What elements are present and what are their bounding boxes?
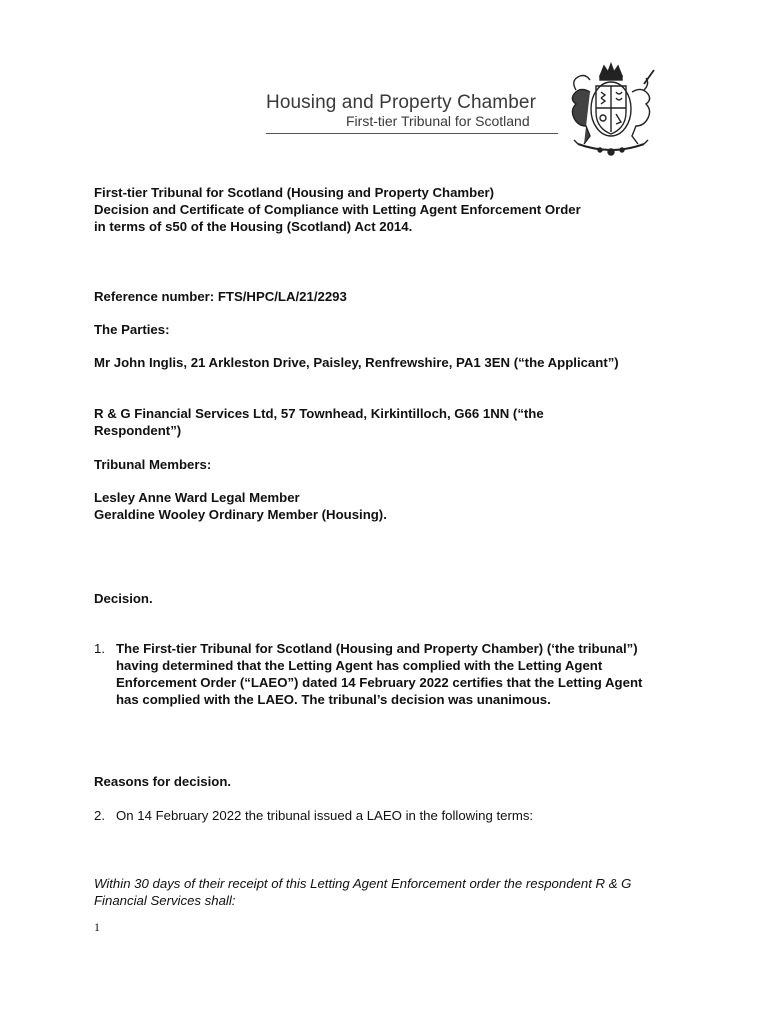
applicant-details: Mr John Inglis, 21 Arkleston Drive, Paisley, Renfrewshire, PA1 3EN (“the Applicant”) bbox=[94, 355, 619, 370]
document-heading bbox=[94, 184, 684, 235]
decision-heading: Decision. bbox=[94, 591, 153, 606]
tribunal-subtitle: First-tier Tribunal for Scotland bbox=[346, 113, 530, 129]
item-text: On 14 February 2022 the tribunal issued a LAEO in the following terms: bbox=[116, 808, 534, 823]
heading-line-1: First-tier Tribunal for Scotland (Housing and Property Chamber) bbox=[94, 185, 495, 200]
reasons-item-2 bbox=[94, 807, 684, 824]
tribunal-members bbox=[94, 489, 684, 523]
item-number: 1. bbox=[94, 641, 105, 656]
parties-heading: The Parties: bbox=[94, 322, 170, 337]
member-legal: Lesley Anne Ward Legal Member bbox=[94, 490, 300, 505]
royal-coat-of-arms-icon bbox=[556, 62, 666, 158]
heading-line-2: Decision and Certificate of Compliance with Letting Agent Enforcement Order bbox=[94, 202, 581, 217]
decision-item-1 bbox=[94, 640, 684, 708]
page-number: 1 bbox=[94, 920, 100, 934]
member-ordinary: Geraldine Wooley Ordinary Member (Housing). bbox=[94, 507, 387, 522]
reasons-heading: Reasons for decision. bbox=[94, 774, 232, 789]
item-number: 2. bbox=[94, 808, 105, 823]
members-heading: Tribunal Members: bbox=[94, 457, 212, 472]
respondent-details: R & G Financial Services Ltd, 57 Townhead, Kirkintilloch, G66 1NN (“the Respondent”) bbox=[94, 406, 544, 438]
chamber-title: Housing and Property Chamber bbox=[266, 92, 536, 113]
order-text: Within 30 days of their receipt of this Letting Agent Enforcement order the respondent R & G Financial Services shall: bbox=[94, 876, 632, 908]
item-text: The First-tier Tribunal for Scotland (Housing and Property Chamber) (‘the tribunal”) having determined that the Letting Agent has complied with the Letting Agent Enforcement Order (“LAEO”) dated 14 February 2022 certifies that the Letting Agent has complied with the LAEO. The tribunal’s decision was unanimous. bbox=[116, 641, 643, 707]
reference-number: Reference number: FTS/HPC/LA/21/2293 bbox=[94, 289, 347, 304]
header-rule bbox=[266, 133, 558, 134]
heading-line-3: in terms of s50 of the Housing (Scotland) Act 2014. bbox=[94, 219, 413, 234]
